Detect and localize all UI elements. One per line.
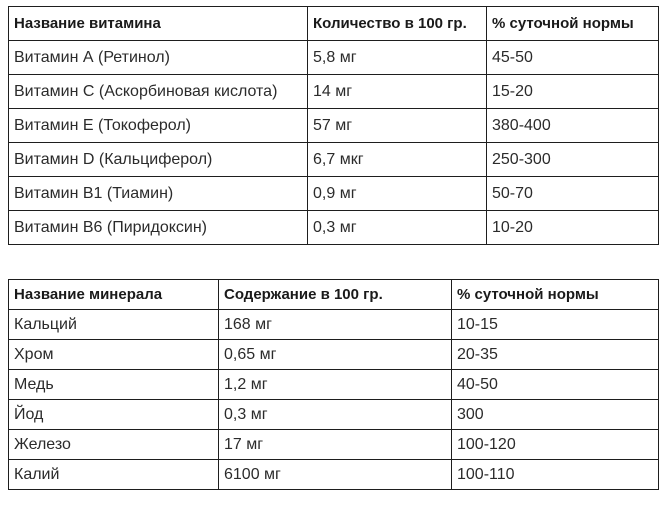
table-row	[9, 370, 659, 400]
table-row	[9, 109, 659, 143]
vitamin-name-cell: Витамин А (Ретинол)	[9, 41, 308, 75]
vitamin-name-cell: Витамин В6 (Пиридоксин)	[9, 211, 308, 245]
table-row	[9, 340, 659, 370]
table-row	[9, 41, 659, 75]
mineral-daily-percent-cell: 40-50	[452, 370, 659, 400]
vitamin-amount-cell: 57 мг	[308, 109, 487, 143]
table-row	[9, 460, 659, 490]
mineral-name-header: Название минерала	[9, 280, 219, 310]
mineral-name-cell: Железо	[9, 430, 219, 460]
mineral-daily-percent-cell: 10-15	[452, 310, 659, 340]
vitamin-amount-cell: 0,9 мг	[308, 177, 487, 211]
table-row	[9, 211, 659, 245]
mineral-daily-percent-cell: 300	[452, 400, 659, 430]
vitamin-name-cell: Витамин Е (Токоферол)	[9, 109, 308, 143]
mineral-name-cell: Калий	[9, 460, 219, 490]
mineral-daily-percent-header: % суточной нормы	[452, 280, 659, 310]
vitamin-amount-cell: 5,8 мг	[308, 41, 487, 75]
vitamin-daily-percent-cell: 50-70	[487, 177, 659, 211]
table-row	[9, 177, 659, 211]
vitamin-name-header: Название витамина	[9, 7, 308, 41]
table-row	[9, 143, 659, 177]
mineral-name-cell: Йод	[9, 400, 219, 430]
vitamin-name-cell: Витамин С (Аскорбиновая кислота)	[9, 75, 308, 109]
table-row	[9, 430, 659, 460]
mineral-daily-percent-cell: 20-35	[452, 340, 659, 370]
vitamin-amount-cell: 0,3 мг	[308, 211, 487, 245]
mineral-content-cell: 17 мг	[219, 430, 452, 460]
mineral-content-header: Содержание в 100 гр.	[219, 280, 452, 310]
mineral-daily-percent-cell: 100-110	[452, 460, 659, 490]
vitamin-daily-percent-header: % суточной нормы	[487, 7, 659, 41]
minerals-header-row	[9, 280, 659, 310]
mineral-name-cell: Хром	[9, 340, 219, 370]
vitamin-daily-percent-cell: 45-50	[487, 41, 659, 75]
vitamin-daily-percent-cell: 10-20	[487, 211, 659, 245]
vitamin-daily-percent-cell: 380-400	[487, 109, 659, 143]
mineral-name-cell: Кальций	[9, 310, 219, 340]
mineral-content-cell: 0,65 мг	[219, 340, 452, 370]
vitamin-amount-cell: 6,7 мкг	[308, 143, 487, 177]
mineral-content-cell: 0,3 мг	[219, 400, 452, 430]
table-row	[9, 310, 659, 340]
vitamin-amount-header: Количество в 100 гр.	[308, 7, 487, 41]
mineral-name-cell: Медь	[9, 370, 219, 400]
mineral-content-cell: 168 мг	[219, 310, 452, 340]
vitamin-name-cell: Витамин В1 (Тиамин)	[9, 177, 308, 211]
mineral-content-cell: 6100 мг	[219, 460, 452, 490]
table-row	[9, 400, 659, 430]
vitamin-name-cell: Витамин D (Кальциферол)	[9, 143, 308, 177]
mineral-daily-percent-cell: 100-120	[452, 430, 659, 460]
minerals-table	[8, 279, 659, 490]
vitamin-amount-cell: 14 мг	[308, 75, 487, 109]
mineral-content-cell: 1,2 мг	[219, 370, 452, 400]
vitamin-daily-percent-cell: 15-20	[487, 75, 659, 109]
vitamins-header-row	[9, 7, 659, 41]
table-row	[9, 75, 659, 109]
vitamins-table	[8, 6, 659, 245]
vitamin-daily-percent-cell: 250-300	[487, 143, 659, 177]
